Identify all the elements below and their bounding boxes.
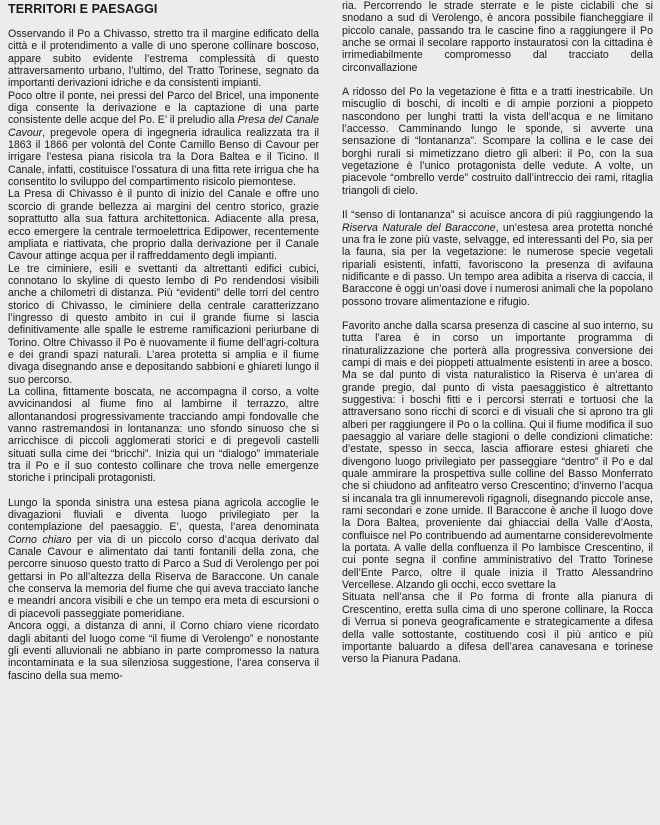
- right-column: [342, 0, 653, 666]
- paragraph-text: , pregevole opera di ingegneria idraulica realizzata tra il 1863 il 1866 per volontà del Conte Camillo Benso di Cavour per irrigare l’estesa piana risicola tra la Dora Baltea e il Ticino. Il Canale, infatti, costituisce l’ossatura di una fitta rete irrigua che ha consentito lo sviluppo del compartimento risicolo piemontese.: [8, 126, 319, 189]
- paragraph: Situata nell’ansa che il Po forma di fronte alla pianura di Crescentino, eretta sulla cima di uno sperone collinare, la Rocca di Verrua si poneva geograficamente e strategicamente a difesa della valle sottostante, costituendo così il più antico e più importante baluardo a difesa dell’area canavesana e torinese verso la Pianura Padana.: [342, 591, 653, 666]
- paragraph: La Presa di Chivasso è il punto di inizio del Canale e offre uno scorcio di grande bellezza ai margini del centro storico, grazie soprattutto alla sua fattura architettonica. Adiacente alla presa, ecco emergere la centrale termoelettrica Edipower, recentemente ampliata e riattivata, che proprio dalla derivazione per il Canale Cavour attinge acqua per il raffreddamento degli impianti.: [8, 188, 319, 263]
- paragraph: Osservando il Po a Chivasso, stretto tra il margine edificato della città e il protendimento a valle di uno sperone collinare boscoso, appare subito evidente l’estrema complessità di questo attraversamento urbano, l’ultimo, del Tratto Torinese, segnato da importanti derivazioni idriche e da consistenti impianti.: [8, 28, 319, 90]
- paragraph-text: Lungo la sponda sinistra una estesa piana agricola accoglie le divagazioni fluviali e diventa luogo privilegiato per la contemplazione del paesaggio. E’, questa, l’area denominata: [8, 496, 319, 534]
- paragraph: Le tre ciminiere, esili e svettanti da altrettanti edifici cubici, connotano lo skyline di questo lembo di Po rendendosi visibili anche a chilometri di distanza. Più “evidenti” delle torri del centro storico di Chivasso, le ciminiere della centrale caratterizzano l’ingresso di questo ambito in cui il grande fiume si lascia definitivamente alle spalle le estreme ramificazioni periurbane di Torino. Oltre Chivasso il Po è nuovamente il fiume dell’agri-coltura e dei grandi spazi naturali. L’area protetta si amplia e il fiume divaga disegnando anse e depositando sabbioni e ghiareti lungo il suo percorso.: [8, 262, 319, 386]
- italic-name: Presa del Canale Cavour: [8, 114, 319, 139]
- paragraph-text: Il “senso di lontananza” si acuisce ancora di più raggiungendo la: [342, 209, 653, 222]
- italic-name: Riserva Naturale del Baraccone: [342, 221, 496, 234]
- paragraph: ria. Percorrendo le strade sterrate e le piste ciclabili che si snodano a sud di Verolengo, è ancora possibile fiancheggiare il piccolo canale, passando tra le cascine fino a raggiungere il Po anche se ormai il secolare rapporto instauratosi con la cittadina è irrimediabilmente compromesso dal tracciato della circonvallazione: [342, 0, 653, 74]
- paragraph: [342, 209, 653, 308]
- section-title: TERRITORI E PAESAGGI: [8, 2, 158, 16]
- paragraph-text: per via di un piccolo corso d’acqua derivato dal Canale Cavour e alimentato dai tanti fontanili della zona, che percorre sinuoso questo tratto di Parco a Sud di Verolengo per poi gettarsi in Po all’altezza della Riserva de Baraccone. Un canale che conserva la memoria del fiume che qui aveva tracciato lanche e meandri ancora visibili e che un tempo era meta di escursioni o di piacevoli passeggiate pomeridiane.: [8, 533, 319, 620]
- paragraph-text: , un’estesa area protetta nonché una fra le zone più vaste, selvagge, ed interessanti del Po, sia per la fauna, sia per la vegetazione: le numerose specie vegetali ripariali esistenti, infatti, favoriscono la presenza di avifauna nidificante e di passo. Un tempo area adibita a riserva di caccia, il Baraccone è oggi un’oasi dove i numerosi animali che la popolano possono trovare alimentazione e rifugio.: [342, 221, 653, 308]
- paragraph-text: Poco oltre il ponte, nei pressi del Parco del Bricel, una imponente diga consente la derivazione e la captazione di una parte consistente delle acque del Po. E’ il preludio alla: [8, 89, 319, 127]
- left-column: [8, 28, 319, 682]
- paragraph: Favorito anche dalla scarsa presenza di cascine al suo interno, su tutta l’area è in corso un importante programma di rinaturalizzazione che porterà alla progressiva conversione dei campi di mais e dei pioppeti attualmente esistenti in aree a bosco. Ma se dal punto di vista naturalistico la Riserva è un’area di grande pregio, dal punto di vista paesaggistico è altrettanto suggestiva: i boschi fitti e i percorsi sterrati e tortuosi che la attraversano sono ricchi di scorci e di visuali che si aprono tra gli alberi per raggiungere il Po o la collina. Qui il fiume modifica il suo paesaggio al variare delle stagioni o delle condizioni climatiche: d’estate, spesso in secca, lascia affiorare estesi ghiareti che divengono luogo privilegiato per passeggiare “dentro” il Po e dal quale ammirare la prospettiva sulle colline del Basso Monferrato che si chiudono ad anfiteatro verso Crescentino; d’inverno l’acqua si incanala tra gli innumerevoli rigagnoli, disegnando piccole anse, rami secondari e zone umide. Il Baraccone è anche il luogo dove la Dora Baltea, proveniente dai ghiacciai della Valle d’Aosta, confluisce nel Po contribuendo ad aumentarne considerevolmente la portata. A valle della confluenza il Po lambisce Crescentino, il cui ponte segna il confine amministrativo del Tratto Torinese dell’Ente Parco, oltre il quale inizia il Tratto Alessandrino Vercellese. Alzando gli occhi, ecco svettare la: [342, 319, 653, 592]
- italic-name: Corno chiaro: [8, 533, 72, 546]
- paragraph: La collina, fittamente boscata, ne accompagna il corso, a volte avvicinandosi al fiume fino al lambirne il terrazzo, altre allontanandosi progressivamente tracciando ampi fondovalle che vanno rastremandosi in lontananza: uno sfondo sinuoso che si arricchisce di piccoli agglomerati storici e di pregevoli castelli situati sulla cime dei “bricchi”. Inizia qui un “dialogo” immateriale tra il Po e il suo contesto collinare che trova nelle emergenze storiche i principali protagonisti.: [8, 385, 319, 485]
- paragraph: [8, 497, 319, 620]
- paragraph: Ancora oggi, a distanza di anni, il Corno chiaro viene ricordato dagli abitanti del luogo come “il fiume di Verolengo” e nonostante gli eventi alluvionali ne abbiano in parte compromesso la natura incontaminata e la sua silenziosa suggestione, l’area conserva il fascino della sua memo-: [8, 620, 319, 682]
- paragraph: [8, 90, 319, 189]
- paragraph: A ridosso del Po la vegetazione è fitta e a tratti inestricabile. Un miscuglio di boschi, di incolti e di ampie porzioni a pioppeto nascondono per lunghi tratti la vista dell’acqua e ne limitano l’accesso. Camminando lungo le sponde, si avverte una sensazione di “lontananza”. Scompare la collina e le case dei borghi rurali si mimetizzano dietro gli alberi: il Po, con la sua vegetazione è l’unico protagonista delle vedute. A volte, un piacevole “ombrello verde” costruito dall’intreccio dei rami, ritaglia triangoli di cielo.: [342, 86, 653, 197]
